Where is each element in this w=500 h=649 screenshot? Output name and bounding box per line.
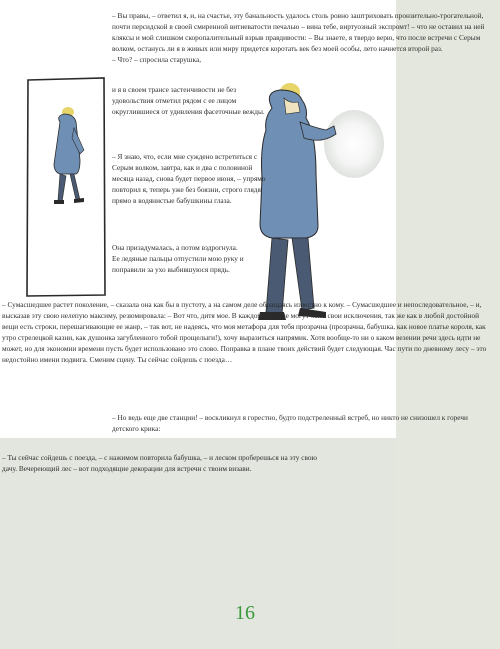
page-number: 16 <box>235 602 255 624</box>
mirror-figure <box>54 107 84 204</box>
paragraph-8: – Ты сейчас сойдешь с поезда, – с нажимом повторила бабушка, – и леском проберешься на эту свою дачу. Вечереющий лес – вот подходящие декорации для встречи с твоим визави. <box>2 453 317 474</box>
paragraph-1: – Вы правы, – ответил я, и, на счастье, эту банальность удалось столь ровно заштриховать пронзительно-трогательной, почти персидской в своей смиренной витиеватости печалью – вина тебе, виртуозный экспромт! – что не оставил на ней кляксы и мой слишком скоропалительный взрыв правдивости: – Вы знаете, я твердо верю, что после встречи с Серым волком, останусь ли я в живых или миру придется коротать век без моей особы, лето начнется второй раз. <box>112 11 485 54</box>
paragraph-2: – Что? – спросила старушка, <box>112 55 202 64</box>
cloud-shape <box>324 110 384 178</box>
paragraph-3: и я в своем трансе застенчивости не без удовольствия отметил рядом с ее лицом округлившиеся от удивления фасеточные вежды. <box>112 85 265 117</box>
paragraph-6: – Сумасшедшее растет поколение, – сказала она как бы в пустоту, а на самом деле обращаясь известно к кому. – Сумасшедшее и непоследовательное, – и, высказав эту свою нелепую максиму, резюмировала: – Вот что, дитя мое. В каждом правиле могут быть свои исключения, так же как в любой достойной вещи есть строки, перешагивающие ее жанр, – так вот, не надеясь, что моя метафора для тебя прозрачна (прозрачна, бабушка, как новое платье короля, как утро стрелецкой казни, как душонка загубленного тобой прощелыги!), хочу выразиться напрямик. Хотя вообще-то ни о каком везении речи здесь идти не может, но для экономии времени пусть будет использовано это слово. Поправка в плане твоих действий будет следующая. Час пути по дневному лесу – это недостойно имени подвига. Сменим сцену. Ты сейчас сойдешь с поезда… <box>2 300 487 365</box>
paragraph-5: Она призадумалась, а потом вздрогнула. Ее ледяные пальцы отпустили мою руку и поправили за ухо выбившуюся прядь. <box>112 243 244 275</box>
mirror-illustration <box>24 76 108 298</box>
paragraph-7: – Но ведь еще две станции! – воскликнул я горестно, будто подстреленный ястреб, но никто не снизошел к горечи детского крика: <box>112 413 468 434</box>
paragraph-4: – Я знаю, что, если мне суждено встретиться с Серым волком, завтра, как и два с половиной месяца назад, снова будет первое июня, – упрямо повторил я, теперь уже без боязни, строго глядя прямо в водянистые бабушкины глаза. <box>112 152 266 206</box>
